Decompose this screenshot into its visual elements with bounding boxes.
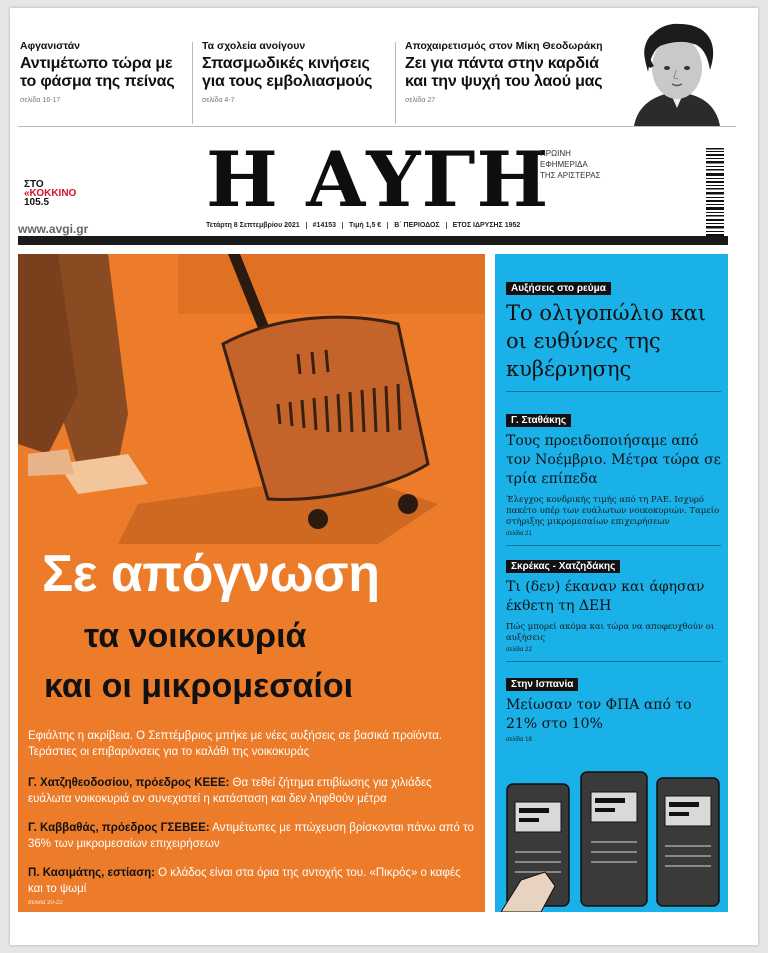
teaser-page: σελίδα 27 xyxy=(405,97,436,104)
quote-text: Αντιμέτωπες με πτώχευση βρίσκονται πάνω από το 36% των μικρομεσαίων επιχειρήσεων xyxy=(28,822,474,850)
website-link[interactable]: www.avgi.gr xyxy=(18,222,89,236)
teaser-headline: Αντιμέτωπο τώρα με το φάσμα της πείνας xyxy=(20,55,175,90)
tagline-line: ΕΦΗΜΕΡΙΔΑ xyxy=(540,160,588,169)
teaser-theodorakis[interactable] xyxy=(405,40,610,104)
divider xyxy=(506,661,721,662)
masthead-title: Η ΑΥΓΗ xyxy=(206,135,550,224)
tagline-line: ΤΗΣ ΑΡΙΣΤΕΡΑΣ xyxy=(540,171,601,180)
founded-year: ΕΤΟΣ ΙΔΡΥΣΗΣ 1952 xyxy=(452,222,521,229)
divider xyxy=(395,42,396,124)
barcode-icon xyxy=(704,148,726,238)
portrait-photo xyxy=(616,20,738,126)
quote-paragraph xyxy=(28,865,478,897)
masthead-rule xyxy=(18,236,728,245)
main-headline-line2: τα νοικοκυριά xyxy=(84,617,307,655)
electricity-meters-photo xyxy=(501,762,725,912)
teaser-kicker: Τα σχολεία ανοίγουν xyxy=(202,40,306,52)
side-headline: Τους προειδοποιήσαμε από τον Νοέμβριο. Μέτρα τώρα σε τρία επίπεδα xyxy=(506,433,721,487)
divider xyxy=(506,391,721,392)
main-lead: Εφιάλτης η ακρίβεια. Ο Σεπτέμβριος μπήκε με νέες αυξήσεις σε βασικά προϊόντα. Τεράστιες οι επιβαρύνσεις για το καλάθι της νοικοκυράς xyxy=(28,730,442,758)
side-story-spain[interactable] xyxy=(506,674,721,743)
newspaper-front-page xyxy=(10,8,758,945)
divider xyxy=(506,545,721,546)
side-label: Γ. Σταθάκης xyxy=(506,414,571,427)
teaser-page: σελίδα 16-17 xyxy=(20,97,61,104)
radio-logo-text: ΣΤΟ xyxy=(24,179,44,190)
teaser-schools[interactable] xyxy=(202,40,382,104)
teaser-page: σελίδα 4-7 xyxy=(202,97,235,104)
issue-info-bar xyxy=(206,222,538,229)
quote-paragraph xyxy=(28,820,478,852)
quote-source: Π. Κασιμάτης, εστίαση: xyxy=(28,867,155,879)
side-subhead: Πώς μπορεί ακόμα και τώρα να αποφευχθούν οι αυξήσεις xyxy=(506,622,715,643)
shopping-basket-photo xyxy=(18,254,485,544)
side-headline: Το ολιγοπώλιο και οι ευθύνες της κυβέρνησης xyxy=(506,301,707,381)
quote-source: Γ. Καββαθάς, πρόεδρος ΓΣΕΒΕΕ: xyxy=(28,822,210,834)
main-headline-line3: και οι μικρομεσαίοι xyxy=(44,667,354,705)
side-page: σελίδα 18 xyxy=(506,737,532,743)
main-story[interactable] xyxy=(18,254,485,912)
radio-logo[interactable] xyxy=(24,180,76,207)
teaser-kicker: Αφγανιστάν xyxy=(20,40,81,52)
side-headline: Μείωσαν τον ΦΠΑ από το 21% στο 10% xyxy=(506,697,692,732)
issue-date: Τετάρτη 8 Σεπτεμβρίου 2021 xyxy=(206,222,307,229)
issue-number: #14153 xyxy=(307,222,343,229)
teaser-afghanistan[interactable] xyxy=(20,40,180,104)
side-subhead: Έλεγχος κονδρικής τιμής από τη ΡΑΕ. Ισχυρό πακέτο υπέρ των ευάλωτων νοικοκυριών. Ταμείο στήριξης μικρομεσαίων επιχειρήσεων xyxy=(506,495,720,527)
issue-period: Β΄ ΠΕΡΙΟΔΟΣ xyxy=(388,222,446,229)
side-page: σελίδα 22 xyxy=(506,647,532,653)
divider xyxy=(192,42,193,124)
teaser-headline: Ζει για πάντα στην καρδιά και την ψυχή του λαού μας xyxy=(405,55,603,90)
issue-price: Τιμή 1,5 € xyxy=(343,222,388,229)
quote-source: Γ. Χατζηθεοδοσίου, πρόεδρος ΚΕΕΕ: xyxy=(28,777,230,789)
side-column xyxy=(495,254,728,912)
quote-paragraph xyxy=(28,775,478,807)
side-page: σελίδα 21 xyxy=(506,531,532,537)
side-label: Στην Ισπανία xyxy=(506,678,578,691)
quote-text: Θα τεθεί ζήτημα επιβίωσης για χιλιάδες ευάλωτα νοικοκυριά αν συνεχιστεί η κατάσταση και δεν ληφθούν μέτρα xyxy=(28,777,432,805)
teaser-kicker: Αποχαιρετισμός στον Μίκη Θεοδωράκη xyxy=(405,40,603,52)
main-headline: Σε απόγνωση xyxy=(42,545,380,603)
side-label: Σκρέκας - Χατζηδάκης xyxy=(506,560,620,573)
teaser-headline: Σπασμωδικές κινήσεις για τους εμβολιασμούς xyxy=(202,55,373,90)
side-story-dei[interactable] xyxy=(506,556,721,662)
radio-logo-text: «ΚΟΚΚΙΝΟ xyxy=(24,188,77,199)
divider xyxy=(18,126,736,127)
tagline-line: ΠΡΩΙΝΗ xyxy=(540,149,571,158)
quote-text: Ο κλάδος είναι στα όρια της αντοχής του. «Πικρός» ο καφές και το ψωμί xyxy=(28,867,461,895)
side-story-electricity[interactable] xyxy=(506,278,721,392)
side-story-stathakis[interactable] xyxy=(506,410,721,546)
side-headline: Τι (δεν) έκαναν και άφησαν έκθετη τη ΔΕΗ xyxy=(506,579,705,614)
side-label: Αυξήσεις στο ρεύμα xyxy=(506,282,611,295)
masthead-tagline xyxy=(540,148,600,181)
main-story-page: σελίδα 20-22 xyxy=(28,900,63,906)
radio-logo-text: 105.5 xyxy=(24,197,50,208)
